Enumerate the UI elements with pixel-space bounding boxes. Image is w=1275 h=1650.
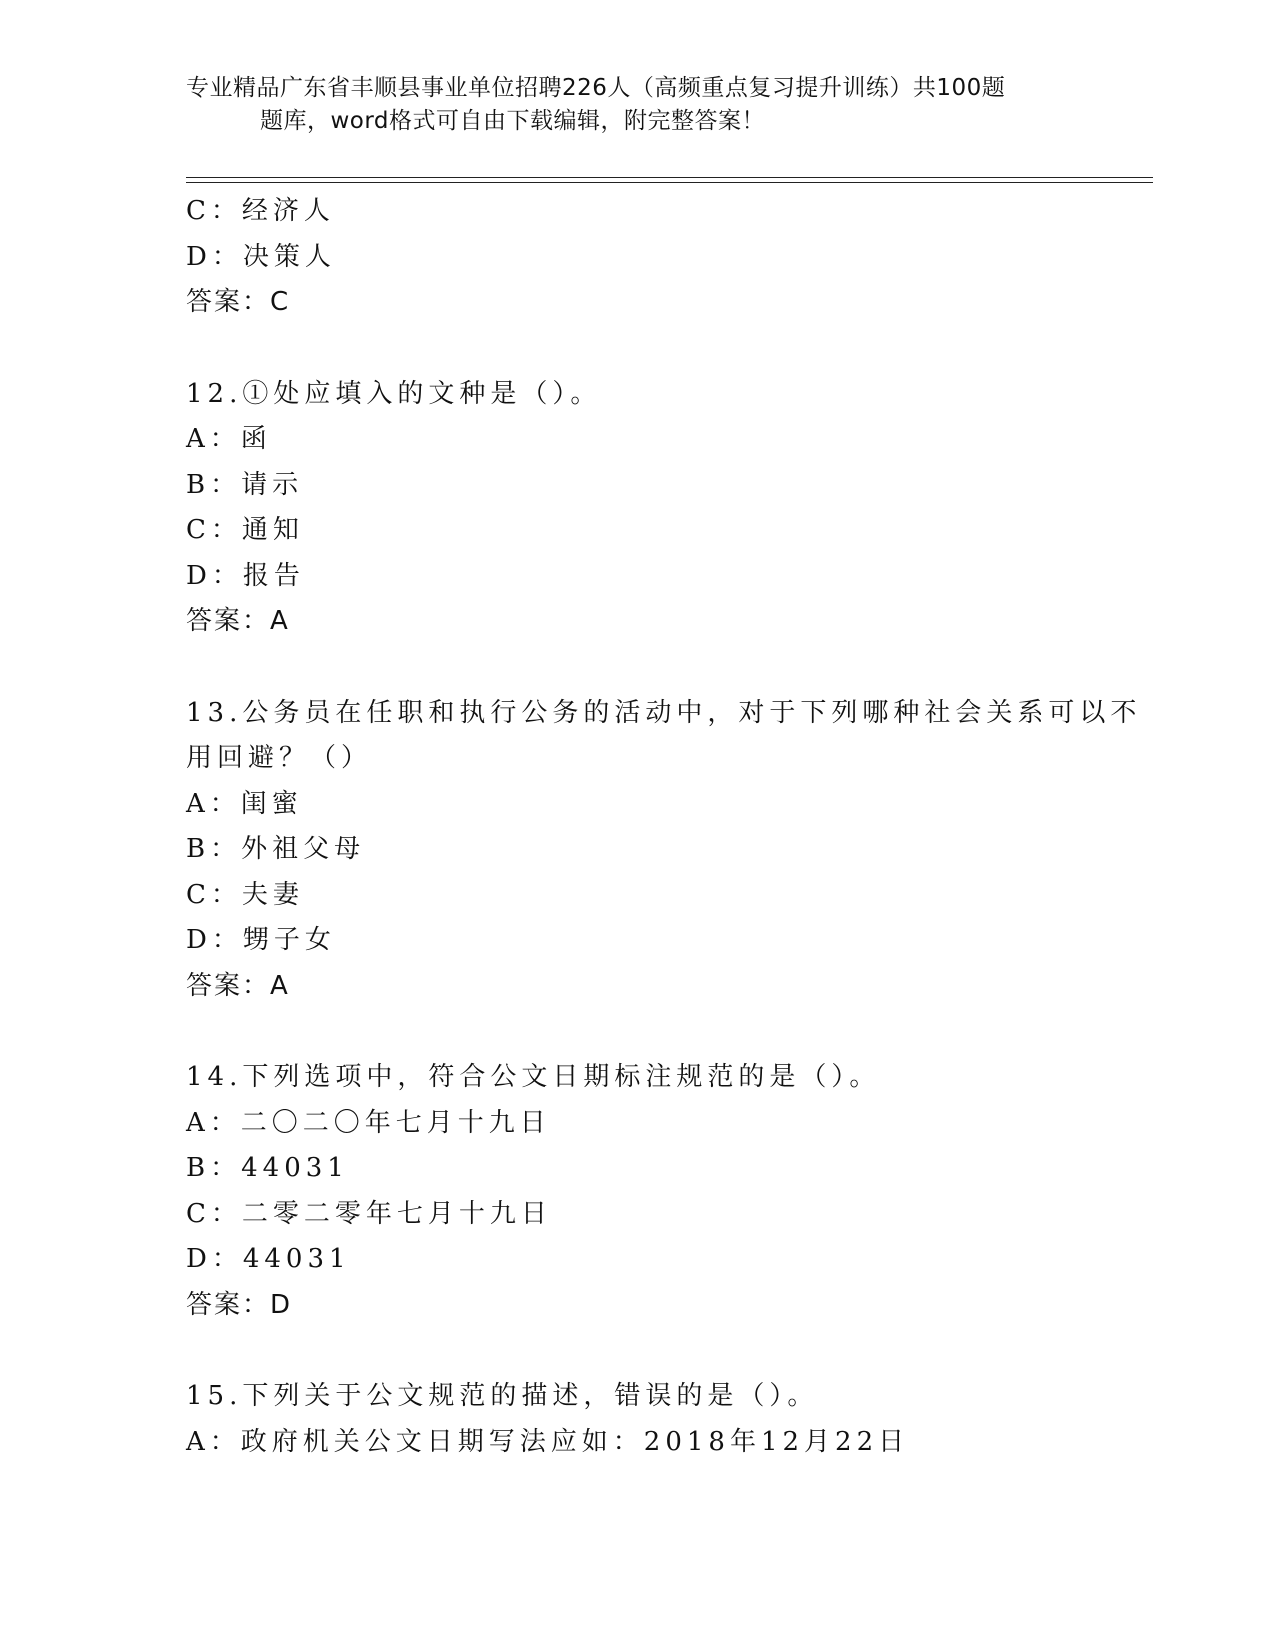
question-stem-line2: 用回避？（）	[186, 743, 373, 773]
header-title-line1: 专业精品广东省丰顺县事业单位招聘226人（高频重点复习提升训练）共100题	[186, 75, 1006, 101]
question-stem-line1: 13.公务员在任职和执行公务的活动中，对于下列哪种社会关系可以不	[186, 697, 1142, 728]
option-d: D：报告	[186, 560, 305, 591]
question-12	[186, 372, 1086, 645]
question-14	[186, 1055, 1086, 1328]
answer-line: 答案：C	[186, 287, 291, 317]
answer-line: 答案：A	[186, 970, 290, 1001]
option-c: C：通知	[186, 515, 304, 545]
question-stem: 12.①处应填入的文种是（）。	[186, 378, 602, 409]
answer-line: 答案：A	[186, 606, 290, 636]
option-c: C：夫妻	[186, 879, 304, 910]
question-13	[186, 691, 1142, 1010]
option-a: A：闺蜜	[186, 788, 303, 819]
spacer	[186, 1009, 1086, 1055]
spacer	[186, 645, 1086, 691]
option-b: B：请示	[186, 469, 304, 500]
option-b: B：外祖父母	[186, 834, 366, 864]
option-d: D：44031	[186, 1244, 351, 1274]
option-d: D：决策人	[186, 241, 336, 272]
answer-line: 答案：D	[186, 1289, 293, 1320]
question-11-continued	[186, 189, 1086, 326]
header-divider-top	[186, 177, 1153, 178]
option-a: A：政府机关公文日期写法应如：2018年12月22日	[186, 1426, 910, 1457]
question-list	[186, 189, 1142, 1465]
header-title-line2: 题库，word格式可自由下载编辑，附完整答案！	[260, 108, 766, 134]
spacer	[186, 1328, 1086, 1374]
question-15	[186, 1374, 1086, 1465]
header-divider-bottom	[186, 182, 1153, 183]
option-c: C：经济人	[186, 196, 335, 226]
option-a: A：函	[186, 424, 272, 454]
document-header	[186, 72, 1066, 138]
spacer	[186, 326, 1086, 372]
option-a: A：二〇二〇年七月十九日	[186, 1107, 551, 1138]
option-c: C：二零二零年七月十九日	[186, 1198, 552, 1229]
option-b: B：44031	[186, 1153, 349, 1183]
option-d: D：甥子女	[186, 925, 336, 955]
question-stem: 15.下列关于公文规范的描述，错误的是（）。	[186, 1381, 819, 1411]
question-stem: 14.下列选项中，符合公文日期标注规范的是（）。	[186, 1062, 881, 1092]
